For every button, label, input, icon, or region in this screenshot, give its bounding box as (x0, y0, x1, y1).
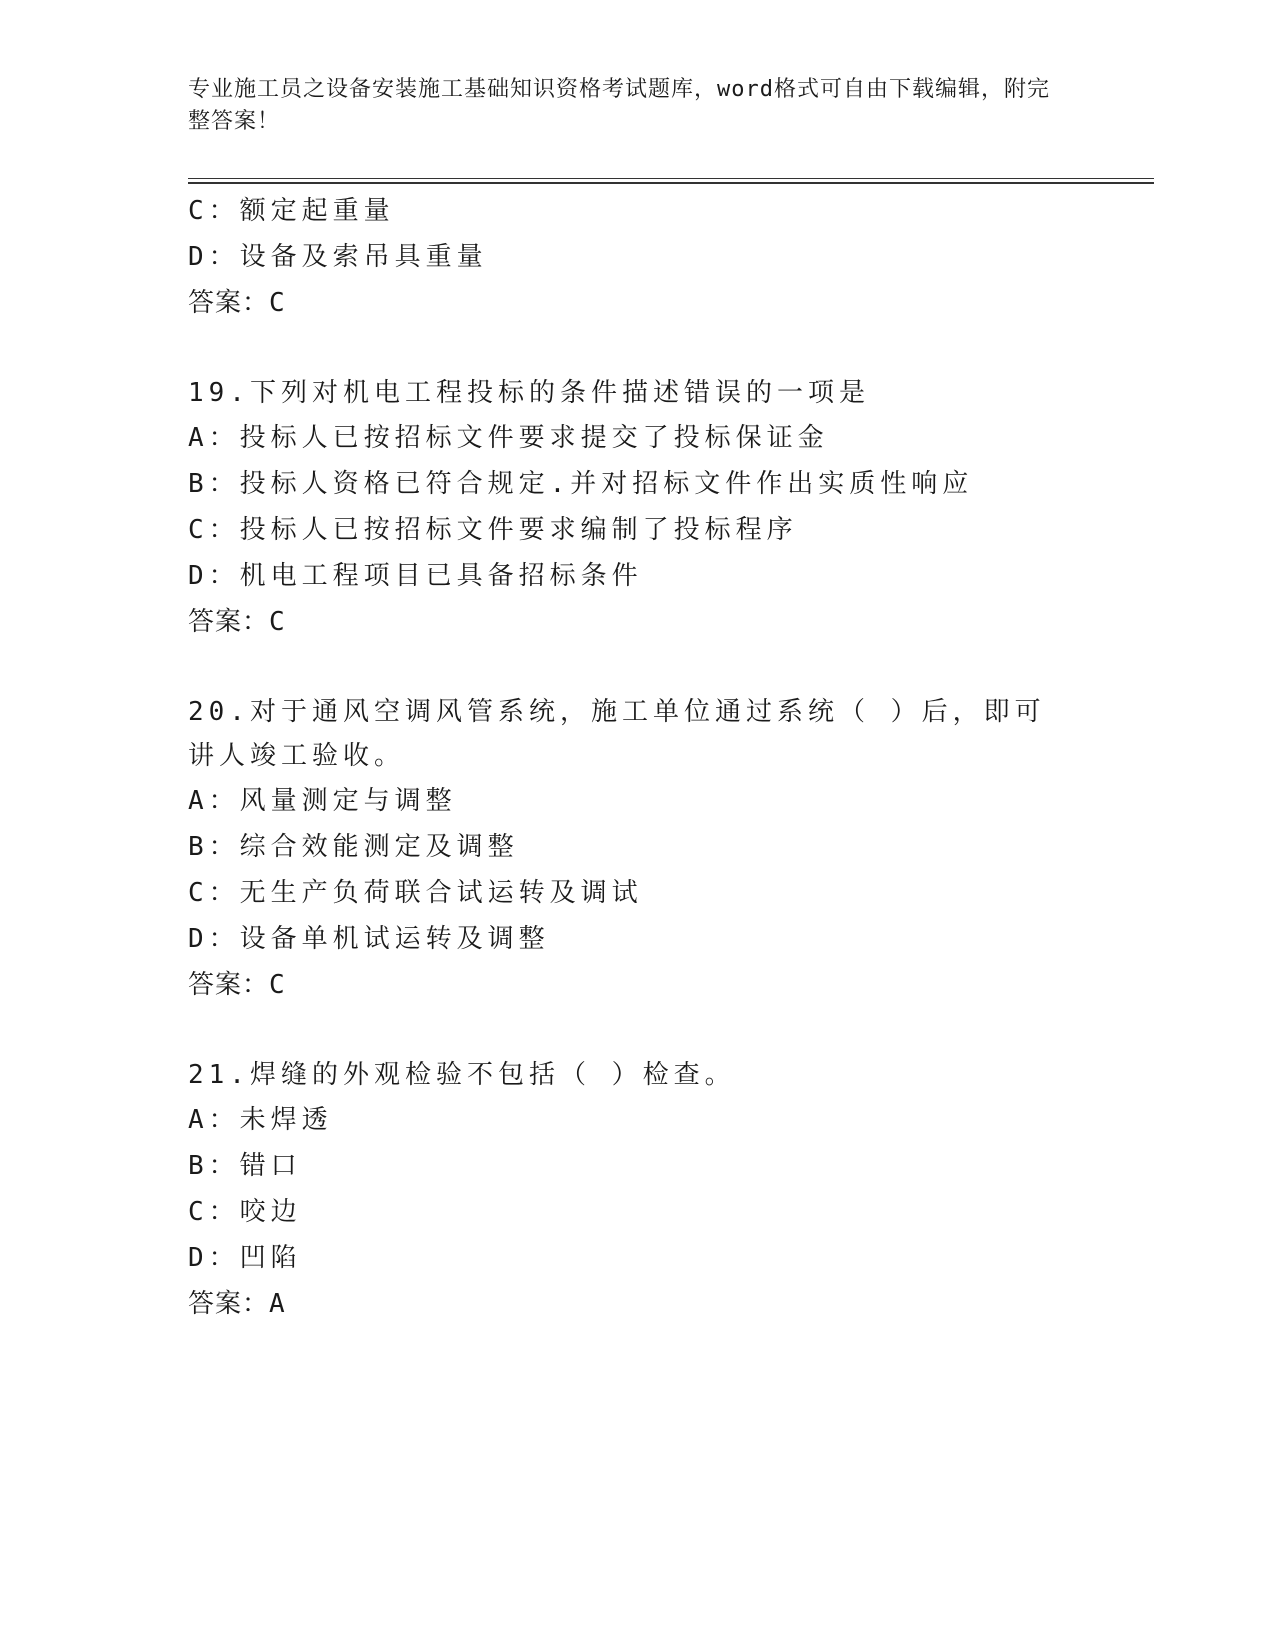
question-19 (188, 371, 1088, 645)
answer-value: A (269, 1289, 286, 1319)
option-b: B：错口 (188, 1151, 302, 1181)
answer-line (188, 962, 1088, 1008)
answer-line (188, 1281, 1088, 1327)
option-c: C：投标人已按招标文件要求编制了投标程序 (188, 515, 798, 545)
answer-value: C (269, 607, 286, 637)
partial-question (188, 188, 1088, 326)
option-a: A：风量测定与调整 (188, 786, 457, 816)
question-stem: 21.焊缝的外观检验不包括（ ）检查。 (188, 1060, 736, 1090)
option-c: C：咬边 (188, 1197, 302, 1227)
question-21 (188, 1053, 1088, 1327)
answer-line (188, 599, 1088, 645)
option-b: B：投标人资格已符合规定.并对招标文件作出实质性响应 (188, 469, 974, 499)
question-20 (188, 690, 1088, 1008)
answer-line (188, 280, 1088, 326)
option-b: B：综合效能测定及调整 (188, 832, 519, 862)
answer-value: C (269, 288, 286, 318)
option-d: D：设备单机试运转及调整 (188, 924, 550, 954)
question-stem: 20.对于通风空调风管系统，施工单位通过系统（ ）后，即可讲人竣工验收。 (188, 697, 1046, 771)
option-c: C：额定起重量 (188, 196, 395, 226)
answer-label: 答案： (188, 288, 270, 318)
option-d: D：机电工程项目已具备招标条件 (188, 561, 643, 591)
answer-value: C (269, 970, 286, 1000)
document-body (188, 188, 1088, 1327)
answer-label: 答案： (188, 1289, 270, 1319)
answer-label: 答案： (188, 607, 270, 637)
option-a: A：未焊透 (188, 1105, 333, 1135)
option-d: D：凹陷 (188, 1243, 302, 1273)
answer-label: 答案： (188, 970, 270, 1000)
option-c: C：无生产负荷联合试运转及调试 (188, 878, 643, 908)
page-header: 专业施工员之设备安装施工基础知识资格考试题库，word格式可自由下载编辑，附完整答案！ (188, 77, 1050, 134)
question-stem: 19.下列对机电工程投标的条件描述错误的一项是 (188, 378, 870, 408)
header-divider (188, 178, 1154, 184)
option-d: D：设备及索吊具重量 (188, 242, 488, 272)
option-a: A：投标人已按招标文件要求提交了投标保证金 (188, 423, 829, 453)
